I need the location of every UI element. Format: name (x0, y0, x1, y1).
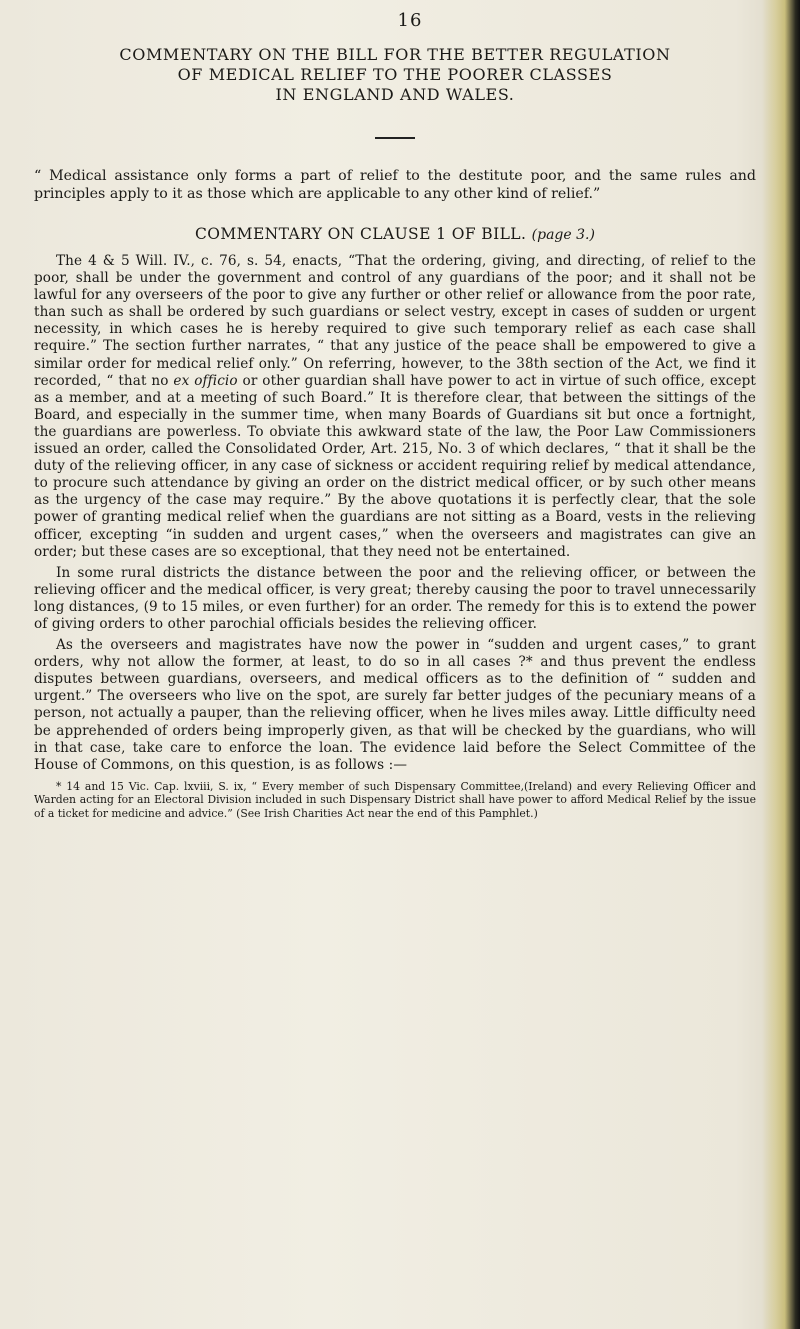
epigraph-quote: “ Medical assistance only forms a part of relief to the destitute poor, and the same rules and principles apply to it as those which are applicable to any other kind of relief.” (34, 168, 756, 202)
section-heading (34, 225, 756, 243)
title-line-2: OF MEDICAL RELIEF TO THE POORER CLASSES (177, 65, 613, 84)
paragraph-2: In some rural districts the distance between the poor and the relieving officer, or between the relieving officer and the medical officer, is very great; thereby causing the poor to travel unnecessarily long distances, (9 to 15 miles, or even further) for an order. The remedy for this is to extend the power of giving orders to other parochial officials besides the relieving officer. (34, 564, 756, 632)
paragraph-1-part-a: The 4 & 5 Will. IV., c. 76, s. 54, enacts, “That the ordering, giving, and directing, of relief to the poor, shall be under the government and control of any guardians of the poor; and it shall not be lawful for any overseers of the poor to give any further or other relief or allowance from the poor rate, than such as shall be ordered by such guardians or select vestry, except in cases of sudden or urgent necessity, in which cases he is hereby required to give such temporary relief as each case shall require.” The section further narrates, “ that any justice of the peace shall be empowered to give a similar order for medical relief only.” On referring, however, to the 38th section of the Act, we find it recorded, “ that no (34, 253, 756, 389)
paragraph-1-part-b: or other guardian shall have power to act in virtue of such office, except as a member, and at a meeting of such Board.” It is therefore clear, that between the sittings of the Board, and especially in the summer time, when many Boards of Guardians sit but once a fortnight, the guardians are powerless. To obviate this awkward state of the law, the Poor Law Commissioners issued an order, called the Consolidated Order, Art. 215, No. 3 of which declares, “ that it shall be the duty of the relieving officer, in any case of sickness or accident requiring relief by medical attendance, to procure such attendance by giving an order on the district medical officer, or by such other means as the urgency of the case may require.” By the above quotations it is perfectly clear, that the sole power of granting medical relief when the guardians are not sitting as a Board, vests in the relieving officer, excepting “in sudden and urgent cases,” when the overseers and magistrates can give an order; but these cases are so exceptional, that they need not be entertained. (34, 372, 756, 560)
page-title (34, 45, 756, 105)
title-line-3: IN ENGLAND AND WALES. (275, 85, 515, 104)
page-edge-shadow (762, 0, 800, 1329)
title-divider (375, 137, 415, 139)
page-content (34, 10, 756, 831)
page-number: 16 (397, 10, 423, 31)
title-line-1: COMMENTARY ON THE BILL FOR THE BETTER REGULATION (119, 45, 671, 64)
footnote: * 14 and 15 Vic. Cap. lxviii, S. ix, “ Every member of such Dispensary Committee,(Ireland) and every Relieving Officer and Warden acting for an Electoral Division included in such Dispensary District shall have power to afford Medical Relief by the issue of a ticket for medicine and advice.” (See Irish Charities Act near the end of this Pamphlet.) (34, 779, 756, 820)
section-heading-text: COMMENTARY ON CLAUSE 1 OF BILL. (195, 225, 527, 243)
paragraph-1 (34, 253, 756, 561)
section-heading-page-ref: (page 3.) (531, 227, 595, 243)
ex-officio-term: ex officio (173, 372, 238, 389)
paragraph-3: As the overseers and magistrates have now the power in “sudden and urgent cases,” to grant orders, why not allow the former, at least, to do so in all cases ?* and thus prevent the endless disputes between guardians, overseers, and medical officers as to the definition of “ sudden and urgent.” The overseers who live on the spot, are surely far better judges of the pecuniary means of a person, not actually a pauper, than the relieving officer, when he lives miles away. Little difficulty need be apprehended of orders being improperly given, as that will be checked by the guardians, who will in that case, take care to enforce the loan. The evidence laid before the Select Committee of the House of Commons, on this question, is as follows :— (34, 637, 756, 773)
